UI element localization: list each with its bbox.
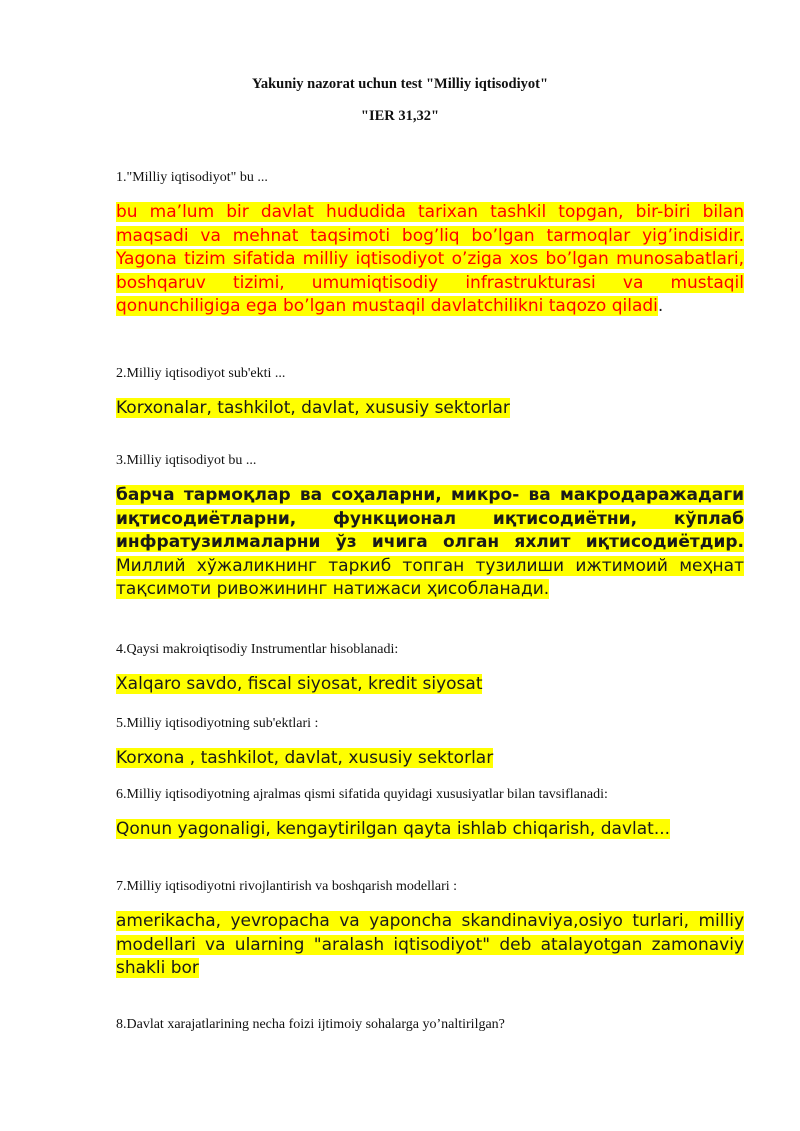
question-7: 7.Milliy iqtisodiyotni rivojlantirish va boshqarish modellari : <box>116 879 458 894</box>
question-4: 4.Qaysi makroiqtisodiy Instrumentlar hisoblanadi: <box>116 642 399 657</box>
answer-3-text: Миллий хўжаликнинг таркиб топган тузилиши ижтимоий меҳнат тақсимоти ривожининг натижаси ҳисобланади. <box>116 555 744 599</box>
question-1: 1."Milliy iqtisodiyot" bu ... <box>116 170 268 185</box>
answer-4-text: Xalqaro savdo, fiscal siyosat, kredit siyosat <box>116 674 483 694</box>
answer-7 <box>116 910 744 981</box>
answer-5-text: Korxona , tashkilot, davlat, xususiy sektorlar <box>116 748 494 768</box>
question-5: 5.Milliy iqtisodiyotning sub'ektlari : <box>116 716 319 731</box>
answer-1 <box>116 201 744 319</box>
question-3: 3.Milliy iqtisodiyot bu ... <box>116 453 257 468</box>
answer-2-text: Korxonalar, tashkilot, davlat, xususiy sektorlar <box>116 398 510 418</box>
answer-7-text: amerikacha, yevropacha va yaponcha skandinaviya,osiyo turlari, milliy modellari va ularning "aralash iqtisodiyot" deb atalayotgan zamonaviy shakli bor <box>116 911 744 978</box>
document-subtitle: "IER 31,32" <box>360 108 440 124</box>
answer-1-suffix: . <box>657 296 664 316</box>
answer-1-text: bu ma’lum bir davlat hududida tarixan tashkil topgan, bir-biri bilan maqsadi va mehnat taqsimoti bog’liq bo’lgan tarmoqlar yig’indisidir. Yagona tizim sifatida milliy iqtisodiyot o’ziga xos bo’lgan munosabatlari, boshqaruv tizimi, umumiqtisodiy infrastrukturasi va mustaqil qonunchiligiga ega bo’lgan mustaqil davlatchilikni taqozo qiladi <box>116 202 744 316</box>
answer-3 <box>116 484 744 602</box>
answer-5 <box>116 747 744 771</box>
document-title: Yakuniy nazorat uchun test "Milliy iqtisodiyot" <box>251 76 549 92</box>
question-8: 8.Davlat xarajatlarining necha foizi ijtimoiy sohalarga yo’naltirilgan? <box>116 1017 505 1032</box>
question-2: 2.Milliy iqtisodiyot sub'ekti ... <box>116 366 286 381</box>
answer-2 <box>116 397 744 421</box>
question-6: 6.Milliy iqtisodiyotning ajralmas qismi sifatida quyidagi xususiyatlar bilan tavsiflanadi: <box>116 787 608 802</box>
answer-4 <box>116 673 744 697</box>
answer-6 <box>116 818 744 842</box>
answer-3-bold-text: барча тармоқлар ва соҳаларни, микро- ва макродаражадаги иқтисодиётларни, функционал иқтисодиётни, кўплаб инфратузилмаларни ўз ичига олган яхлит иқтисодиётдир. <box>116 485 744 552</box>
answer-6-text: Qonun yagonaligi, kengaytirilgan qayta ishlab chiqarish, davlat... <box>116 819 671 839</box>
